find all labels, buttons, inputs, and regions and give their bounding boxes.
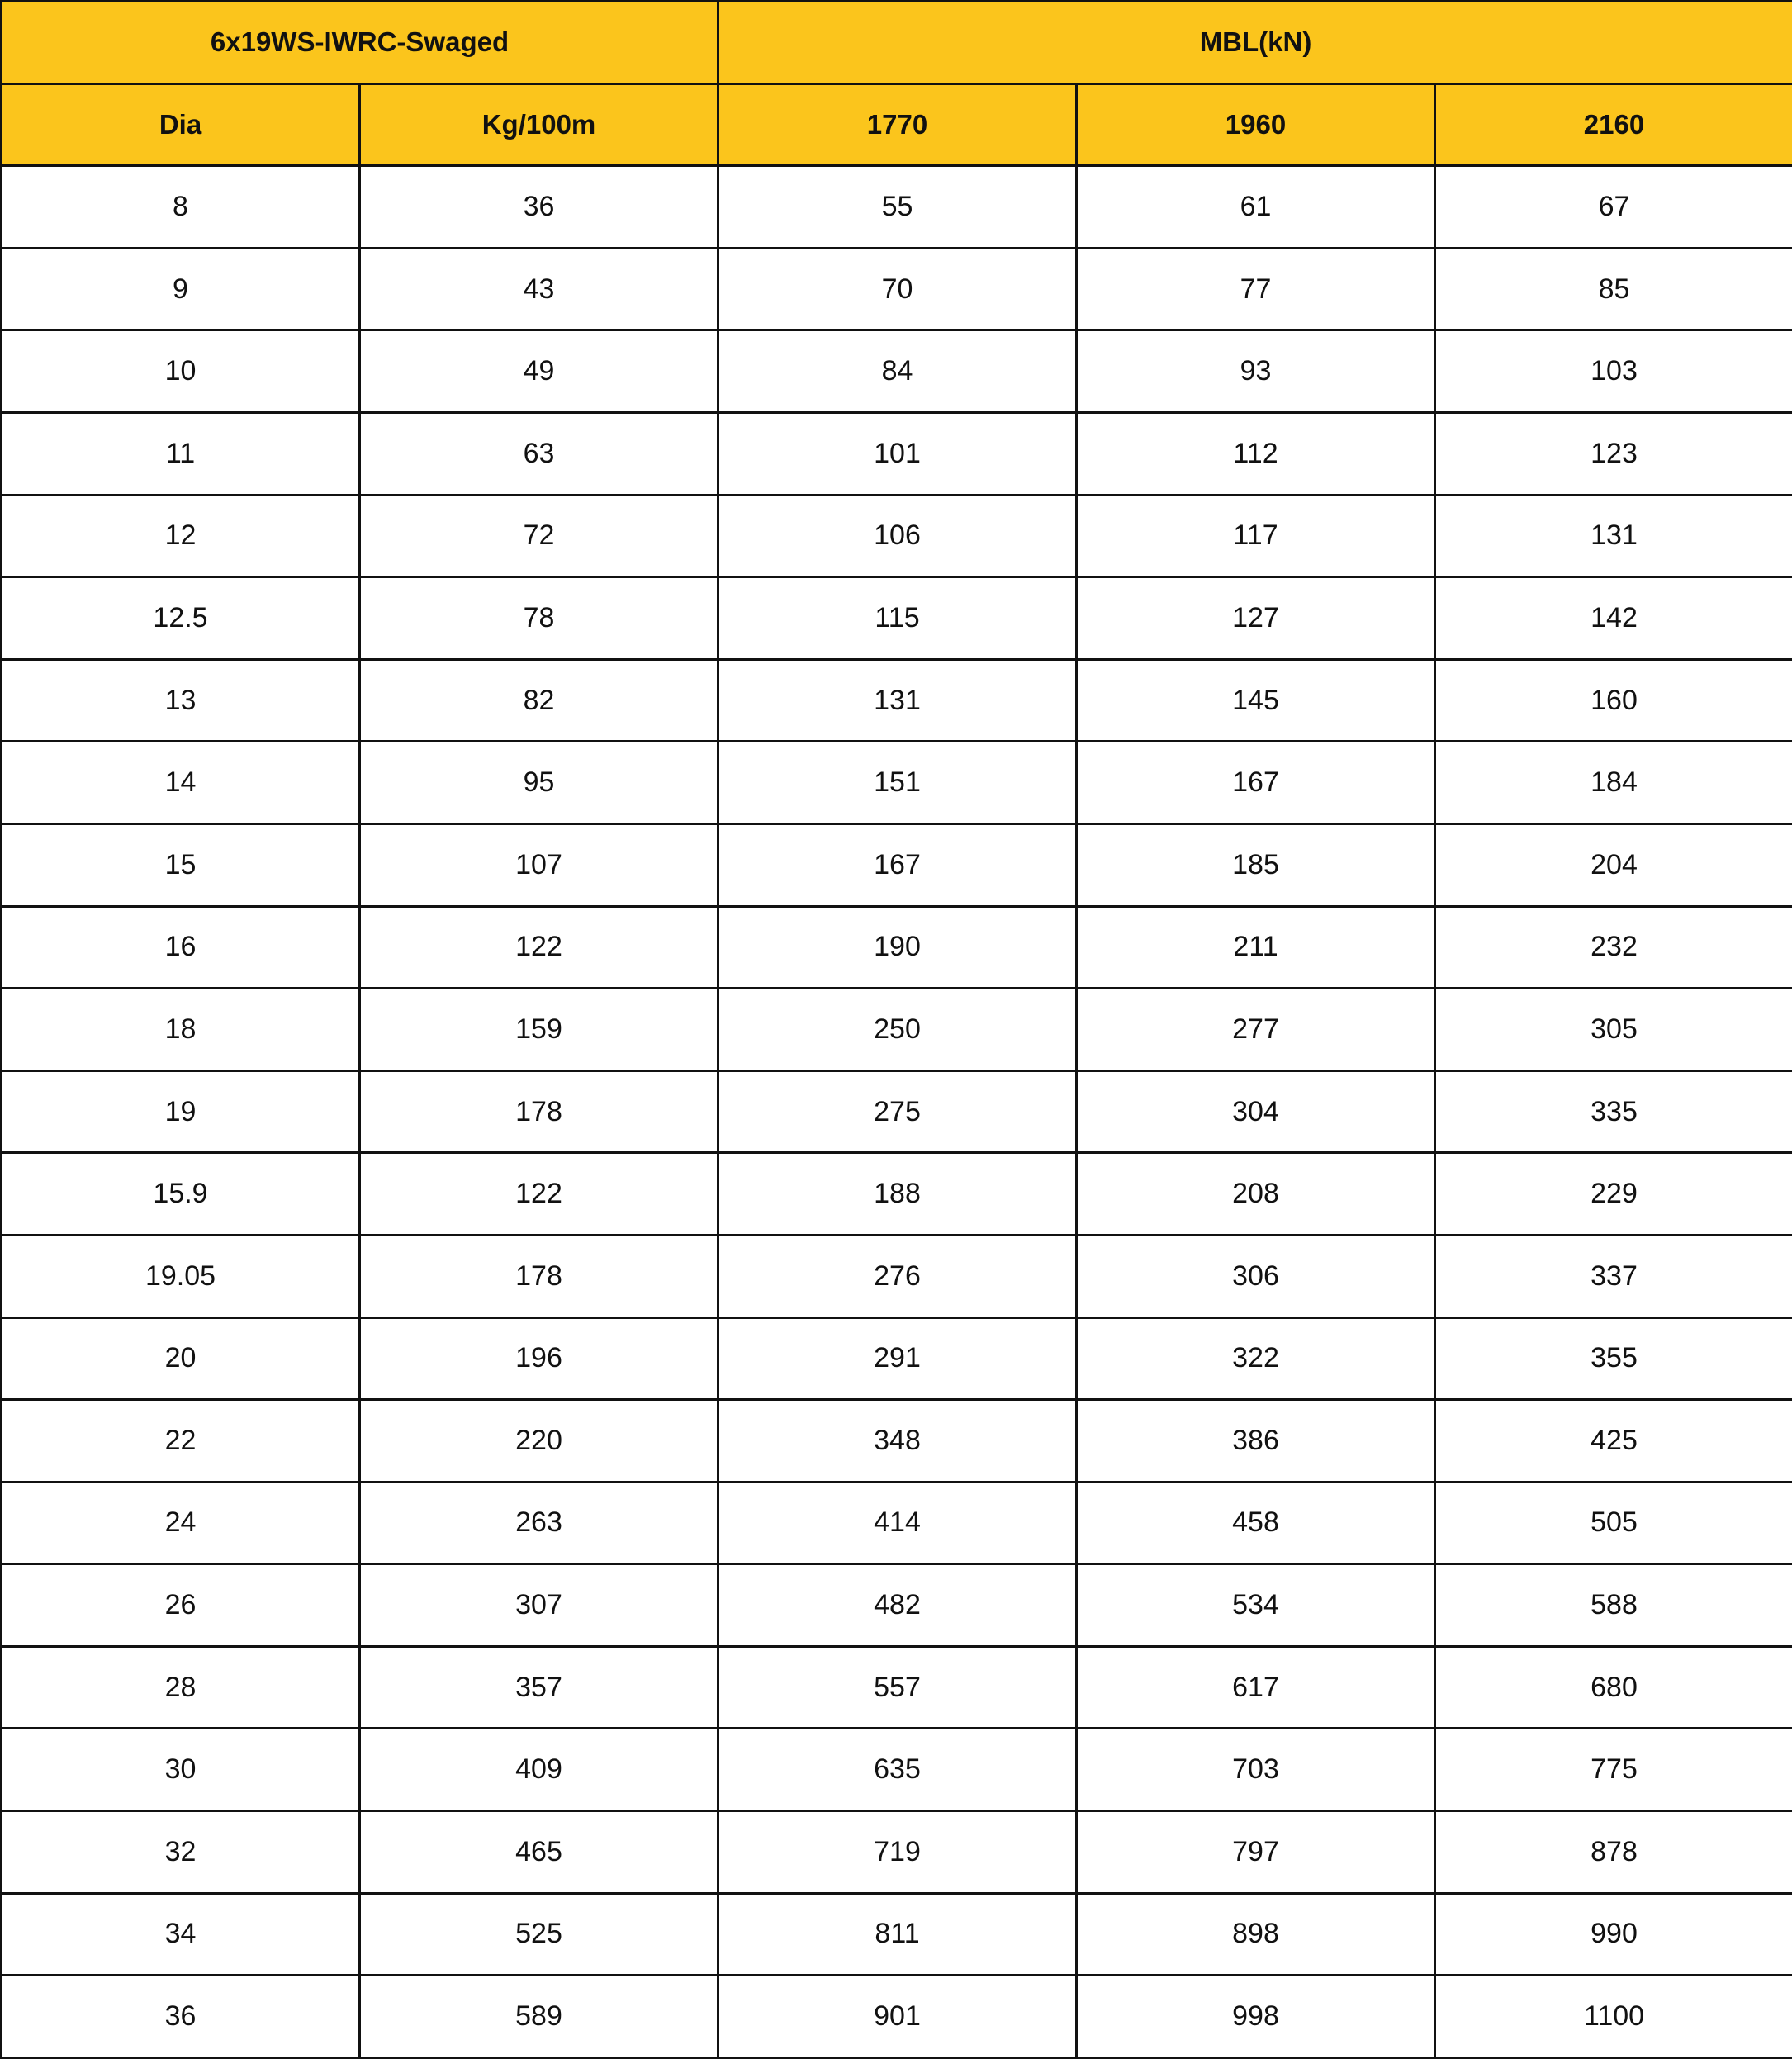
cell-weight: 357	[360, 1646, 718, 1729]
cell-mbl-1770: 291	[718, 1317, 1077, 1400]
cell-mbl-2160: 355	[1435, 1317, 1792, 1400]
cell-mbl-2160: 680	[1435, 1646, 1792, 1729]
cell-weight: 122	[360, 1153, 718, 1236]
cell-mbl-1770: 151	[718, 742, 1077, 824]
table-row	[2, 1482, 1792, 1564]
cell-mbl-1770: 106	[718, 495, 1077, 577]
cell-mbl-2160: 337	[1435, 1235, 1792, 1317]
cell-mbl-1770: 719	[718, 1811, 1077, 1894]
column-header-grade-1960: 1960	[1077, 83, 1435, 166]
cell-dia: 11	[2, 412, 360, 495]
cell-mbl-1960: 112	[1077, 412, 1435, 495]
cell-mbl-2160: 204	[1435, 823, 1792, 906]
cell-mbl-1960: 703	[1077, 1729, 1435, 1811]
cell-weight: 78	[360, 577, 718, 660]
cell-dia: 26	[2, 1564, 360, 1647]
cell-mbl-2160: 335	[1435, 1070, 1792, 1153]
cell-weight: 178	[360, 1070, 718, 1153]
cell-mbl-1960: 304	[1077, 1070, 1435, 1153]
table-row	[2, 1400, 1792, 1483]
cell-weight: 220	[360, 1400, 718, 1483]
cell-mbl-1960: 998	[1077, 1976, 1435, 2058]
cell-weight: 465	[360, 1811, 718, 1894]
cell-mbl-1770: 901	[718, 1976, 1077, 2058]
cell-dia: 36	[2, 1976, 360, 2058]
cell-dia: 30	[2, 1729, 360, 1811]
cell-mbl-1960: 617	[1077, 1646, 1435, 1729]
cell-dia: 19	[2, 1070, 360, 1153]
cell-mbl-1960: 534	[1077, 1564, 1435, 1647]
header-group-row	[2, 2, 1792, 84]
cell-dia: 12.5	[2, 577, 360, 660]
table-row	[2, 412, 1792, 495]
cell-mbl-1770: 250	[718, 989, 1077, 1071]
cell-weight: 43	[360, 248, 718, 330]
table-row	[2, 742, 1792, 824]
cell-weight: 196	[360, 1317, 718, 1400]
cell-mbl-1960: 898	[1077, 1893, 1435, 1976]
cell-mbl-2160: 305	[1435, 989, 1792, 1071]
cell-weight: 178	[360, 1235, 718, 1317]
cell-mbl-1770: 275	[718, 1070, 1077, 1153]
cell-weight: 107	[360, 823, 718, 906]
table-row	[2, 989, 1792, 1071]
cell-dia: 10	[2, 330, 360, 413]
cell-mbl-1960: 458	[1077, 1482, 1435, 1564]
cell-weight: 95	[360, 742, 718, 824]
cell-dia: 13	[2, 659, 360, 742]
cell-dia: 8	[2, 166, 360, 249]
cell-dia: 18	[2, 989, 360, 1071]
cell-mbl-1770: 131	[718, 659, 1077, 742]
table-row	[2, 1893, 1792, 1976]
cell-mbl-1960: 61	[1077, 166, 1435, 249]
cell-mbl-1960: 77	[1077, 248, 1435, 330]
cell-weight: 409	[360, 1729, 718, 1811]
cell-dia: 12	[2, 495, 360, 577]
cell-mbl-2160: 232	[1435, 906, 1792, 989]
column-header-grade-2160: 2160	[1435, 83, 1792, 166]
table-row	[2, 495, 1792, 577]
cell-mbl-1770: 557	[718, 1646, 1077, 1729]
table-row	[2, 1317, 1792, 1400]
cell-dia: 32	[2, 1811, 360, 1894]
table-row	[2, 823, 1792, 906]
cell-mbl-1770: 811	[718, 1893, 1077, 1976]
table-row	[2, 1976, 1792, 2058]
cell-mbl-1770: 55	[718, 166, 1077, 249]
table-row	[2, 577, 1792, 660]
cell-weight: 122	[360, 906, 718, 989]
cell-mbl-1960: 211	[1077, 906, 1435, 989]
table-row	[2, 1564, 1792, 1647]
cell-mbl-1770: 635	[718, 1729, 1077, 1811]
cell-dia: 15.9	[2, 1153, 360, 1236]
cell-dia: 20	[2, 1317, 360, 1400]
cell-mbl-1770: 190	[718, 906, 1077, 989]
table-row	[2, 1070, 1792, 1153]
table-row	[2, 1729, 1792, 1811]
cell-mbl-2160: 67	[1435, 166, 1792, 249]
cell-mbl-1770: 414	[718, 1482, 1077, 1564]
cell-weight: 307	[360, 1564, 718, 1647]
cell-dia: 28	[2, 1646, 360, 1729]
cell-mbl-2160: 142	[1435, 577, 1792, 660]
cell-mbl-1770: 101	[718, 412, 1077, 495]
cell-mbl-1960: 127	[1077, 577, 1435, 660]
table-row	[2, 248, 1792, 330]
cell-mbl-1770: 482	[718, 1564, 1077, 1647]
cell-dia: 22	[2, 1400, 360, 1483]
cell-dia: 9	[2, 248, 360, 330]
cell-mbl-1770: 276	[718, 1235, 1077, 1317]
table-row	[2, 166, 1792, 249]
cell-mbl-1770: 70	[718, 248, 1077, 330]
product-title: 6x19WS-IWRC-Swaged	[2, 2, 718, 84]
table-row	[2, 330, 1792, 413]
cell-weight: 49	[360, 330, 718, 413]
column-header-grade-1770: 1770	[718, 83, 1077, 166]
cell-mbl-2160: 775	[1435, 1729, 1792, 1811]
table-row	[2, 1811, 1792, 1894]
cell-mbl-2160: 990	[1435, 1893, 1792, 1976]
cell-weight: 263	[360, 1482, 718, 1564]
cell-mbl-1960: 306	[1077, 1235, 1435, 1317]
cell-mbl-1960: 167	[1077, 742, 1435, 824]
table-header	[2, 2, 1792, 166]
cell-weight: 525	[360, 1893, 718, 1976]
cell-dia: 19.05	[2, 1235, 360, 1317]
cell-mbl-1770: 188	[718, 1153, 1077, 1236]
cell-mbl-2160: 123	[1435, 412, 1792, 495]
cell-mbl-2160: 160	[1435, 659, 1792, 742]
table-row	[2, 1153, 1792, 1236]
table-row	[2, 906, 1792, 989]
mbl-group-title: MBL(kN)	[718, 2, 1792, 84]
header-column-row	[2, 83, 1792, 166]
cell-mbl-1960: 185	[1077, 823, 1435, 906]
cell-mbl-1960: 797	[1077, 1811, 1435, 1894]
column-header-dia: Dia	[2, 83, 360, 166]
table-row	[2, 1646, 1792, 1729]
cell-weight: 82	[360, 659, 718, 742]
cell-mbl-1770: 167	[718, 823, 1077, 906]
cell-mbl-1960: 117	[1077, 495, 1435, 577]
cell-weight: 72	[360, 495, 718, 577]
cell-mbl-2160: 229	[1435, 1153, 1792, 1236]
cell-mbl-2160: 103	[1435, 330, 1792, 413]
cell-dia: 16	[2, 906, 360, 989]
cell-mbl-1960: 93	[1077, 330, 1435, 413]
cell-mbl-1960: 145	[1077, 659, 1435, 742]
cell-dia: 34	[2, 1893, 360, 1976]
cell-weight: 159	[360, 989, 718, 1071]
cell-mbl-1960: 386	[1077, 1400, 1435, 1483]
cell-mbl-2160: 425	[1435, 1400, 1792, 1483]
cell-weight: 63	[360, 412, 718, 495]
column-header-weight: Kg/100m	[360, 83, 718, 166]
cell-dia: 14	[2, 742, 360, 824]
cell-mbl-2160: 588	[1435, 1564, 1792, 1647]
cell-mbl-1770: 115	[718, 577, 1077, 660]
cell-mbl-2160: 131	[1435, 495, 1792, 577]
cell-mbl-1960: 322	[1077, 1317, 1435, 1400]
cell-mbl-1770: 348	[718, 1400, 1077, 1483]
cell-weight: 36	[360, 166, 718, 249]
cell-mbl-2160: 505	[1435, 1482, 1792, 1564]
cell-mbl-1770: 84	[718, 330, 1077, 413]
cell-mbl-2160: 1100	[1435, 1976, 1792, 2058]
cell-dia: 15	[2, 823, 360, 906]
cell-mbl-2160: 878	[1435, 1811, 1792, 1894]
table-row	[2, 1235, 1792, 1317]
cell-mbl-2160: 85	[1435, 248, 1792, 330]
cell-mbl-1960: 208	[1077, 1153, 1435, 1236]
cell-dia: 24	[2, 1482, 360, 1564]
table-body	[2, 166, 1792, 2058]
table-row	[2, 659, 1792, 742]
cell-mbl-1960: 277	[1077, 989, 1435, 1071]
cell-weight: 589	[360, 1976, 718, 2058]
cell-mbl-2160: 184	[1435, 742, 1792, 824]
